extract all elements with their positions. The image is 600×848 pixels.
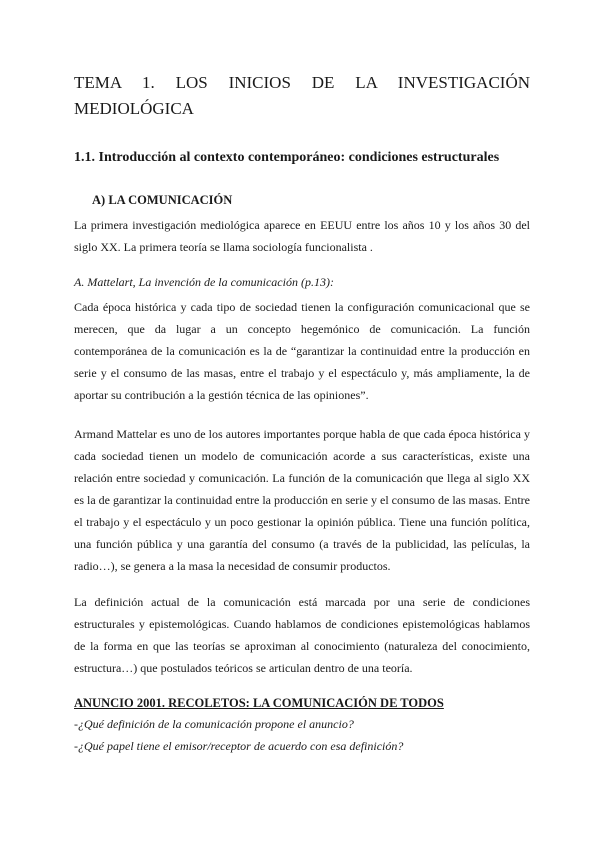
armand-paragraph: Armand Mattelar es uno de los autores importantes porque habla de que cada época histórica y cada sociedad tienen un modelo de comunicación acorde a sus características, existe una relación entre sociedad y comunicación. La función de la comunicación que llega al siglo XX es la de garantizar la continuidad entre la producción en serie y el consumo de las masas. Entre el trabajo y el espectáculo y un poco gestionar la opinión pública. Tiene una función política, una función pública y una garantía del consumo (a través de la publicidad, las películas, la radio…), se genera a la masa la necesidad de consumir productos. — [74, 427, 530, 573]
section-subtitle: 1.1. Introducción al contexto contemporáneo: condiciones estructurales — [74, 150, 500, 165]
document-title: TEMA 1. LOS INICIOS DE LA INVESTIGACIÓN MEDIOLÓGICA — [74, 73, 530, 118]
quote-paragraph: Cada época histórica y cada tipo de sociedad tienen la configuración comunicacional que se merecen, que da lugar a un concepto hegemónico de comunicación. La función contemporánea de la comunicación es la de “garantizar la continuidad entre la producción en serie y el consumo de las masas, entre el trabajo y el espectáculo y, más ampliamente, la de aportar su contribución a la gestión técnica de las opiniones”. — [74, 300, 530, 402]
section-heading: A) LA COMUNICACIÓN — [92, 193, 233, 207]
question-item: -¿Qué papel tiene el emisor/receptor de acuerdo con esa definición? — [74, 739, 404, 753]
definition-paragraph: La definición actual de la comunicación está marcada por una serie de condiciones estructurales y epistemológicas. Cuando hablamos de condiciones epistemológicas hablamos de la forma en que las teorías se aproximan al conocimiento (naturaleza del conocimiento, estructura…) que postulados teóricos se articulan dentro de una teoría. — [74, 595, 530, 675]
intro-paragraph: La primera investigación mediológica aparece en EEUU entre los años 10 y los años 30 del siglo XX. La primera teoría se llama sociología funcionalista . — [74, 218, 530, 254]
question-item: -¿Qué definición de la comunicación propone el anuncio? — [74, 717, 354, 731]
citation: A. Mattelart, La invención de la comunicación (p.13): — [74, 275, 334, 289]
anuncio-heading: ANUNCIO 2001. RECOLETOS: LA COMUNICACIÓN DE TODOS — [74, 696, 444, 710]
